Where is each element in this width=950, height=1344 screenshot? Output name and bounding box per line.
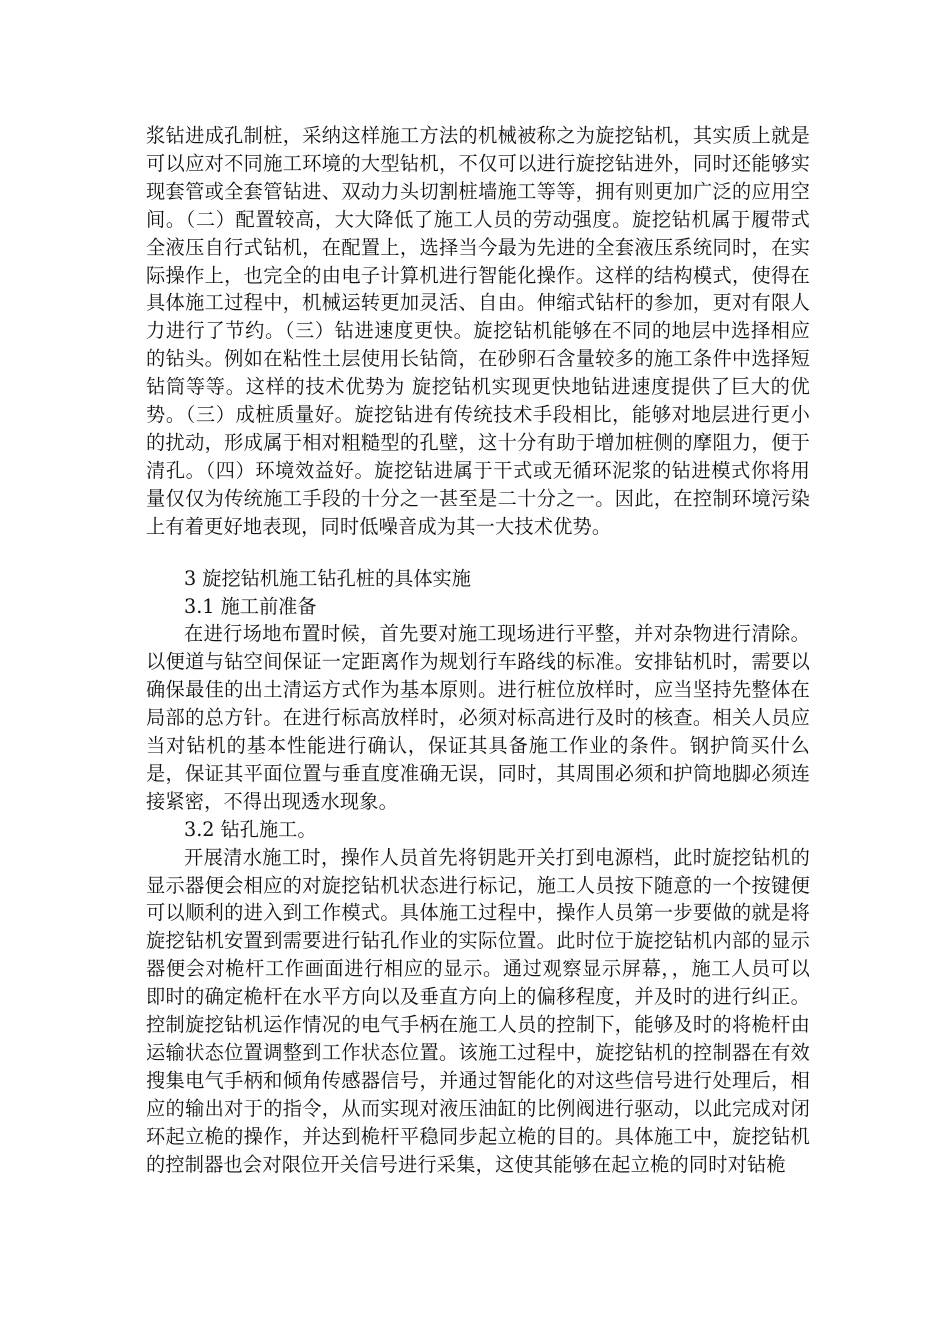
paragraph-advantages: 浆钻进成孔制桩，采纳这样施工方法的机械被称之为旋挖钻机，其实质上就是可以应对不同施工环境的大型钻机，不仅可以进行旋挖钻进外，同时还能够实现套管或全套管钻进、双动力头切割桩墙施工等等，拥有则更加广泛的应用空间。（二）配置较高，大大降低了施工人员的劳动强度。旋挖钻机属于履带式全液压自行式钻机，在配置上，选择当今最为先进的全套液压系统同时，在实际操作上，也完全的由电子计算机进行智能化操作。这样的结构模式，使得在具体施工过程中，机械运转更加灵活、自由。伸缩式钻杆的参加，更对有限人力进行了节约。（三）钻进速度更快。旋挖钻机能够在不同的地层中选择相应的钻头。例如在粘性土层使用长钻筒，在砂卵石含量较多的施工条件中选择短钻筒等等。这样的技术优势为 旋挖钻机实现更快地钻进速度提供了巨大的优势。（三）成桩质量好。旋挖钻进有传统技术手段相比，能够对地层进行更小的扰动，形成属于相对粗糙型的孔壁，这十分有助于增加桩侧的摩阻力，便于清孔。（四）环境效益好。旋挖钻进属于干式或无循环泥浆的钻进模式你将用量仅仅为传统施工手段的十分之一甚至是二十分之一。因此，在控制环境污染上有着更好地表现，同时低噪音成为其一大技术优势。 [146,124,810,538]
paragraph-drilling: 开展清水施工时，操作人员首先将钥匙开关打到电源档，此时旋挖钻机的显示器便会相应的对旋挖钻机状态进行标记，施工人员按下随意的一个按键便可以顺利的进入到工作模式。具体施工过程中，操作人员第一步要做的就是将旋挖钻机安置到需要进行钻孔作业的实际位置。此时位于旋挖钻机内部的显示器便会对桅杆工作画面进行相应的显示。通过观察显示屏幕，，施工人员可以即时的确定桅杆在水平方向以及垂直方向上的偏移程度，并及时的进行纠正。控制旋挖钻机运作情况的电气手柄在施工人员的控制下，能够及时的将桅杆由运输状态位置调整到工作状态位置。该施工过程中，旋挖钻机的控制器在有效搜集电气手柄和倾角传感器信号，并通过智能化的对这些信号进行处理后，相应的输出对于的指令，从而实现对液压油缸的比例阀进行驱动，以此完成对闭环起立桅的操作，并达到桅杆平稳同步起立桅的目的。具体施工中，旋挖钻机的控制器也会对限位开关信号进行采集，这使其能够在起立桅的同时对钻桅 [146,845,810,1176]
section-gap [146,541,810,565]
subsection-heading-3-2: 3.2 钻孔施工。 [184,817,317,841]
paragraph-preparation: 在进行场地布置时候，首先要对施工现场进行平整，并对杂物进行清除。以便道与钻空间保证一定距离作为规划行车路线的标准。安排钻机时，需要以确保最佳的出土清运方式作为基本原则。进行桩位放样时，应当坚持先整体在局部的总方针。在进行标高放样时，必须对标高进行及时的核查。相关人员应当对钻机的基本性能进行确认，保证其具备施工作业的条件。钢护筒买什么是，保证其平面位置与垂直度准确无误，同时，其周围必须和护筒地脚必须连接紧密，不得出现透水现象。 [146,622,810,813]
section-heading-3: 3 旋挖钻机施工钻孔桩的具体实施 [184,566,471,590]
document-page [146,122,810,1179]
subsection-heading-3-1: 3.1 施工前准备 [184,594,317,618]
